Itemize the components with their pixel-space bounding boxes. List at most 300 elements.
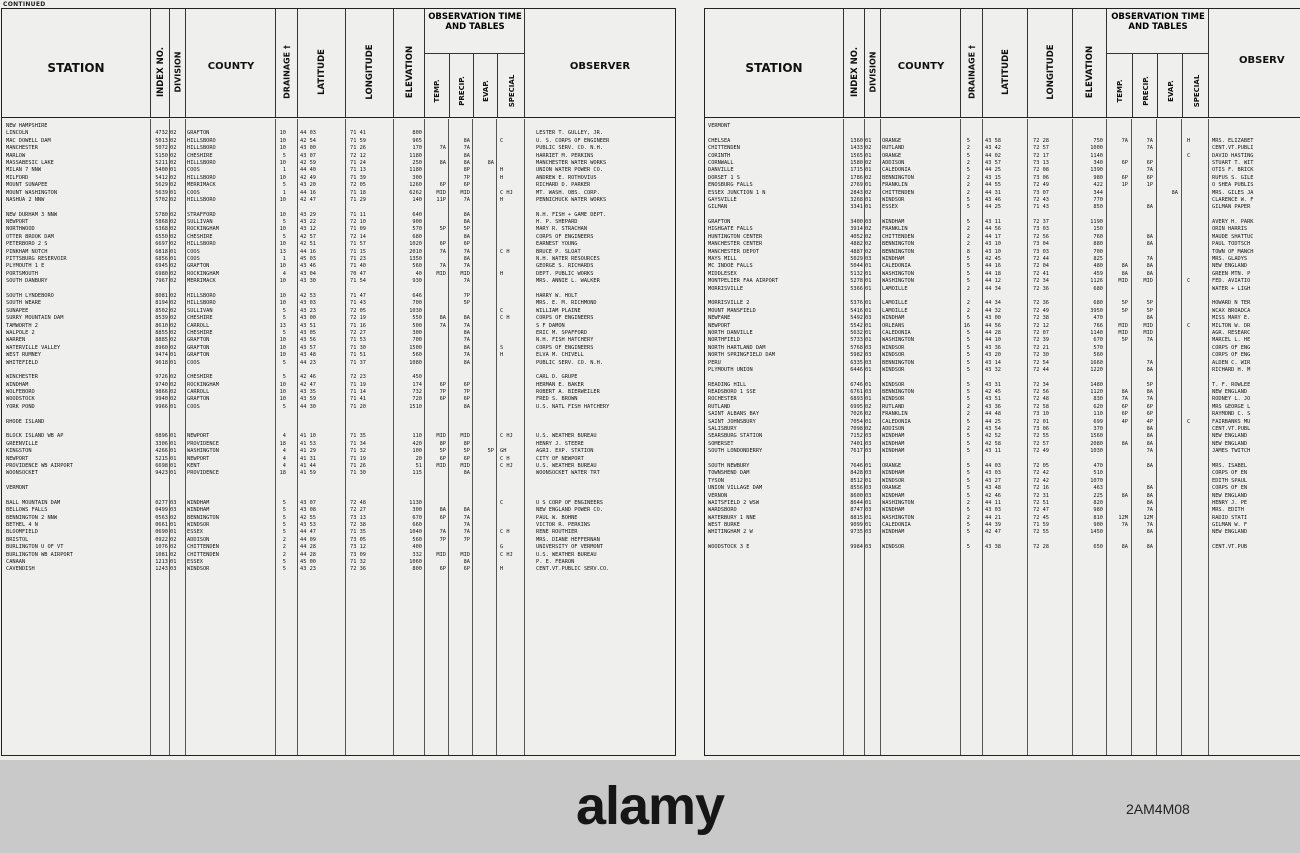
index-cell: 7054 xyxy=(850,418,863,425)
latitude-cell: 44 11 xyxy=(985,499,1001,506)
temp-cell: 8P xyxy=(439,440,446,447)
drainage-cell: 2 xyxy=(282,551,286,558)
precip-cell: 7A xyxy=(463,522,470,529)
observer-header: OBSERVER xyxy=(569,61,631,72)
longitude-cell: 72 43 xyxy=(1033,196,1049,203)
latitude-cell: 42 53 xyxy=(300,292,316,299)
table-row xyxy=(705,300,1300,307)
precip-cell: 7A xyxy=(1146,145,1153,152)
county-cell: ROCKINGHAM xyxy=(187,226,219,233)
longitude-cell: 71 19 xyxy=(350,381,366,388)
elevation-cell: 100 xyxy=(412,448,422,455)
observer-cell: U.S. WEATHER BUREAU xyxy=(536,551,597,558)
table-row xyxy=(2,315,675,322)
division-cell: 02 xyxy=(170,551,177,558)
station-cell: WHITINGHAM 2 W xyxy=(708,529,753,536)
index-cell: 5366 xyxy=(850,285,863,292)
latitude-cell: 43 10 xyxy=(985,248,1001,255)
precip-cell: 6P xyxy=(463,455,470,462)
precip-cell: 7A xyxy=(463,352,470,359)
drainage-cell: 5 xyxy=(966,263,970,270)
longitude-cell: 71 13 xyxy=(350,167,366,174)
division-cell: 02 xyxy=(170,211,177,218)
index-cell: 8610 xyxy=(155,322,168,329)
precip-cell: 8A xyxy=(463,359,470,366)
elevation-cell: 174 xyxy=(412,381,422,388)
temp-cell: 8A xyxy=(1121,263,1128,270)
latitude-cell: 44 28 xyxy=(300,551,316,558)
station-cell: SAINT ALBANS BAY xyxy=(708,411,760,418)
index-cell: 5278 xyxy=(850,278,863,285)
observer-cell: RENE ROUTHIER xyxy=(536,529,578,536)
longitude-cell: 73 03 xyxy=(1033,226,1049,233)
drainage-cell: 2 xyxy=(966,403,970,410)
table-row xyxy=(2,470,675,477)
longitude-cell: 72 27 xyxy=(350,329,366,336)
division-cell: 02 xyxy=(170,544,177,551)
observer-cell: CENT.VT.PUBLI xyxy=(1212,145,1254,152)
latitude-cell: 43 14 xyxy=(985,359,1001,366)
elevation-cell: 825 xyxy=(1093,256,1103,263)
elevation-cell: 344 xyxy=(1093,189,1103,196)
table-row xyxy=(705,219,1300,226)
station-cell: CHITTENDEN xyxy=(708,145,740,152)
index-cell: 6945 xyxy=(155,263,168,270)
division-cell: 03 xyxy=(865,485,872,492)
temp-cell: 4P xyxy=(1121,418,1128,425)
table-row xyxy=(705,286,1300,293)
elevation-cell: 463 xyxy=(1093,485,1103,492)
table-row xyxy=(705,315,1300,322)
county-cell: WASHINGTON xyxy=(882,337,914,344)
latitude-cell: 44 23 xyxy=(300,359,316,366)
index-cell: 6335 xyxy=(850,359,863,366)
drainage-cell: 18 xyxy=(279,440,286,447)
observer-cell: T. F. ROWLEE xyxy=(1212,381,1251,388)
table-row xyxy=(705,308,1300,315)
index-cell: 1565 xyxy=(850,152,863,159)
longitude-cell: 72 54 xyxy=(1033,359,1049,366)
drainage-cell: 2 xyxy=(966,426,970,433)
longitude-cell: 71 30 xyxy=(350,344,366,351)
precip-cell: 5P xyxy=(463,226,470,233)
elevation-cell: 40 xyxy=(415,270,422,277)
elevation-cell: 1060 xyxy=(409,559,422,566)
county-cell: GRAFTON xyxy=(187,352,210,359)
division-cell: 03 xyxy=(865,352,872,359)
observer-cell: BRUCE P. SLOAT xyxy=(536,248,581,255)
temp-cell: 7A xyxy=(439,529,446,536)
index-cell: 1360 xyxy=(850,137,863,144)
observation-time-header: OBSERVATION TIME AND TABLES TEMP. PRECIP. EVAP. SPECIAL xyxy=(424,9,525,117)
drainage-cell: 5 xyxy=(282,403,286,410)
observer-cell: PAUL W. BOHNE xyxy=(536,514,578,521)
table-row xyxy=(705,470,1300,477)
station-cell: MONTPELIER FAA AIRPORT xyxy=(708,278,779,285)
elevation-cell: 300 xyxy=(412,174,422,181)
station-cell: PITTSBURG RESERVOIR xyxy=(6,256,67,263)
drainage-cell: 5 xyxy=(966,344,970,351)
division-cell: 01 xyxy=(170,189,177,196)
elevation-cell: 980 xyxy=(1093,507,1103,514)
index-cell: 8428 xyxy=(850,470,863,477)
index-cell: 7617 xyxy=(850,448,863,455)
precip-cell: 7A xyxy=(1146,507,1153,514)
precip-cell: MID xyxy=(460,462,470,469)
county-cell: WINDSOR xyxy=(882,196,905,203)
temp-cell: 7A xyxy=(1121,396,1128,403)
right-table-body xyxy=(705,119,1300,755)
temp-cell: 8A xyxy=(1121,544,1128,551)
latitude-cell: 43 07 xyxy=(300,499,316,506)
county-cell: WINDHAM xyxy=(187,507,210,514)
station-cell: KINGSTON xyxy=(6,448,32,455)
observer-cell: LESTER T. GULLEY, JR. xyxy=(536,130,603,137)
drainage-header: DRAINAGE † xyxy=(282,44,292,99)
observer-cell: CARL D. GRUPE xyxy=(536,374,578,381)
station-cell: LINCOLN xyxy=(6,130,29,137)
elevation-cell: 140 xyxy=(412,196,422,203)
table-row xyxy=(2,337,675,344)
index-cell: 8502 xyxy=(155,307,168,314)
station-header-right: STATION xyxy=(745,61,803,75)
division-cell: 02 xyxy=(170,389,177,396)
drainage-cell: 4 xyxy=(282,462,286,469)
latitude-cell: 41 44 xyxy=(300,462,316,469)
station-cell: BLOOMFIELD xyxy=(6,529,38,536)
index-cell: 1786 xyxy=(850,174,863,181)
precip-cell: 7P xyxy=(463,536,470,543)
temp-cell: 7A xyxy=(439,322,446,329)
drainage-cell: 10 xyxy=(279,263,286,270)
drainage-cell: 5 xyxy=(282,514,286,521)
index-cell: 9740 xyxy=(155,381,168,388)
left-table-header xyxy=(2,9,675,118)
station-cell: MAC DOWELL DAM xyxy=(6,137,51,144)
latitude-cell: 42 49 xyxy=(300,174,316,181)
precip-cell: 7A xyxy=(1146,396,1153,403)
elevation-cell: 640 xyxy=(412,211,422,218)
elevation-cell: 459 xyxy=(1093,270,1103,277)
county-cell: ESSEX xyxy=(882,204,898,211)
table-row xyxy=(705,529,1300,536)
station-cell: NORTH HARTLAND DAM xyxy=(708,344,766,351)
precip-cell: 8A xyxy=(1146,433,1153,440)
longitude-cell: 72 10 xyxy=(350,219,366,226)
observer-cell: MRS. E. M. RICHMOND xyxy=(536,300,597,307)
division-cell: 03 xyxy=(865,544,872,551)
longitude-cell: 71 41 xyxy=(350,130,366,137)
observer-cell: VICTOR R. PERKINS xyxy=(536,522,591,529)
longitude-header-right: LONGITUDE xyxy=(1045,44,1056,100)
county-cell: CHITTENDEN xyxy=(187,544,219,551)
longitude-cell: 72 39 xyxy=(1033,337,1049,344)
index-cell: 6698 xyxy=(155,462,168,469)
station-cell: SEARSBURG STATION xyxy=(708,433,763,440)
index-cell: 7098 xyxy=(850,426,863,433)
observer-cell: GREEN MTN. P xyxy=(1212,270,1251,277)
observer-cell: GILMAN W. F xyxy=(1212,522,1248,529)
temp-cell: 6P xyxy=(1121,159,1128,166)
precip-cell: 5P xyxy=(1146,381,1153,388)
special-cell: H xyxy=(500,196,504,203)
division-cell: 03 xyxy=(865,507,872,514)
observer-cell: JAMES TWITCH xyxy=(1212,448,1251,455)
latitude-cell: 44 25 xyxy=(985,167,1001,174)
observer-cell: CENT.VT.PUBLIC SERV.CO. xyxy=(536,566,610,573)
index-cell: 6746 xyxy=(850,381,863,388)
index-cell: 8556 xyxy=(850,485,863,492)
division-cell: 01 xyxy=(865,381,872,388)
county-cell: STRAFFORD xyxy=(187,211,216,218)
observer-cell: HARRIET M. PERKINS xyxy=(536,152,594,159)
precip-cell: 4P xyxy=(1146,418,1153,425)
division-cell: 03 xyxy=(865,359,872,366)
station-cell: SOMERSET xyxy=(708,440,734,447)
observer-cell: PENNICHUCK WATER WORKS xyxy=(536,196,607,203)
drainage-cell: 5 xyxy=(966,433,970,440)
division-cell: 01 xyxy=(170,359,177,366)
station-cell: VERNON xyxy=(708,492,728,499)
observer-cell: CORPS OF ENG xyxy=(1212,352,1251,359)
precip-cell: 8A xyxy=(463,256,470,263)
elevation-cell: 965 xyxy=(412,137,422,144)
drainage-cell: 10 xyxy=(279,278,286,285)
index-cell: 8539 xyxy=(155,315,168,322)
longitude-cell: 73 06 xyxy=(1033,426,1049,433)
latitude-cell: 43 29 xyxy=(300,211,316,218)
table-row xyxy=(705,130,1300,137)
division-cell: 01 xyxy=(865,204,872,211)
station-cell: MC INDOE FALLS xyxy=(708,263,753,270)
drainage-cell: 5 xyxy=(966,152,970,159)
station-cell: TOWNSHEND DAM xyxy=(708,470,750,477)
county-cell: CALEDONIA xyxy=(882,418,911,425)
elevation-cell: 400 xyxy=(412,544,422,551)
evap-cell: 8A xyxy=(487,159,494,166)
alamy-watermark: alamy xyxy=(575,776,725,836)
observer-cell: ORIN HARRIS xyxy=(1212,226,1248,233)
division-cell: 03 xyxy=(865,492,872,499)
station-cell: TYSON xyxy=(708,477,724,484)
precip-cell: 7A xyxy=(463,248,470,255)
division-cell: 02 xyxy=(865,411,872,418)
drainage-cell: 5 xyxy=(966,366,970,373)
table-row xyxy=(2,226,675,233)
longitude-cell: 72 55 xyxy=(1033,433,1049,440)
observer-cell: HENRY J. PE xyxy=(1212,499,1248,506)
drainage-cell: 5 xyxy=(966,418,970,425)
division-cell: 02 xyxy=(170,396,177,403)
index-cell: 8855 xyxy=(155,329,168,336)
observer-cell: WOONSOCKET WATER TRT xyxy=(536,470,600,477)
table-row xyxy=(705,544,1300,551)
latitude-cell: 44 17 xyxy=(985,233,1001,240)
latitude-header: LATITUDE xyxy=(317,48,327,95)
county-cell: CHESHIRE xyxy=(187,152,213,159)
elevation-cell: 1260 xyxy=(409,182,422,189)
table-row xyxy=(2,145,675,152)
station-cell: CANAAN xyxy=(6,559,26,566)
county-cell: SULLIVAN xyxy=(187,307,213,314)
drainage-cell: 5 xyxy=(966,522,970,529)
precip-cell: 1P xyxy=(1146,182,1153,189)
county-cell: BENNINGTON xyxy=(882,174,914,181)
observer-cell: MRS. ANNIE L. WALKER xyxy=(536,278,600,285)
elevation-cell: 1660 xyxy=(1090,359,1103,366)
precip-cell: 8A xyxy=(1146,499,1153,506)
table-row xyxy=(2,160,675,167)
county-cell: WINDSOR xyxy=(882,366,905,373)
drainage-cell: 5 xyxy=(282,359,286,366)
precip-cell: 6P xyxy=(1146,174,1153,181)
county-cell: WINDSOR xyxy=(187,522,210,529)
temp-cell: 5P xyxy=(439,226,446,233)
precip-cell: 5P xyxy=(1146,300,1153,307)
precip-cell: 7A xyxy=(1146,256,1153,263)
station-cell: MOUNT SUNAPEE xyxy=(6,182,48,189)
county-cell: CHESHIRE xyxy=(187,233,213,240)
observer-cell: CORPS OF ENGINEERS xyxy=(536,344,594,351)
drainage-cell: 5 xyxy=(282,233,286,240)
elevation-cell: 470 xyxy=(1093,462,1103,469)
county-cell: CHESHIRE xyxy=(187,329,213,336)
division-cell: 01 xyxy=(170,403,177,410)
precip-cell: 8A xyxy=(1146,263,1153,270)
drainage-cell: 2 xyxy=(966,514,970,521)
latitude-cell: 41 59 xyxy=(300,470,316,477)
division-cell: 02 xyxy=(170,196,177,203)
table-row xyxy=(2,404,675,411)
county-cell: WASHINGTON xyxy=(882,278,914,285)
index-cell: 5400 xyxy=(155,167,168,174)
index-cell: 4732 xyxy=(155,130,168,137)
elevation-cell: 370 xyxy=(1093,426,1103,433)
longitude-cell: 72 07 xyxy=(1033,329,1049,336)
precip-cell: MID xyxy=(460,551,470,558)
county-cell: KENT xyxy=(187,462,200,469)
temp-cell: 1P xyxy=(1121,182,1128,189)
latitude-cell: 44 16 xyxy=(300,189,316,196)
precip-cell: 8A xyxy=(463,137,470,144)
elevation-cell: 500 xyxy=(412,322,422,329)
precip-cell: 7A xyxy=(1146,167,1153,174)
elevation-cell: 1220 xyxy=(1090,366,1103,373)
station-cell: GREENVILLE xyxy=(6,440,38,447)
elevation-cell: 1040 xyxy=(409,529,422,536)
table-row xyxy=(2,330,675,337)
elevation-cell: 1390 xyxy=(1090,167,1103,174)
precip-cell: 8A xyxy=(463,344,470,351)
division-cell: 02 xyxy=(170,182,177,189)
observer-cell: RUFUS S. GILE xyxy=(1212,174,1254,181)
precip-cell: 8A xyxy=(1146,389,1153,396)
index-cell: 5639 xyxy=(155,189,168,196)
index-cell: 5215 xyxy=(155,455,168,462)
temp-cell: 7P xyxy=(439,536,446,543)
table-row xyxy=(705,360,1300,367)
precip-cell: 8A xyxy=(1146,485,1153,492)
special-cell: G xyxy=(500,544,504,551)
county-header: COUNTY xyxy=(207,61,255,72)
longitude-cell: 71 14 xyxy=(350,389,366,396)
division-cell: 02 xyxy=(170,159,177,166)
station-cell: NEWPORT xyxy=(6,455,29,462)
precip-cell: 7A xyxy=(1146,137,1153,144)
drainage-cell: 5 xyxy=(966,440,970,447)
longitude-cell: 71 09 xyxy=(350,226,366,233)
drainage-cell: 4 xyxy=(282,270,286,277)
division-cell: 03 xyxy=(865,448,872,455)
longitude-cell: 71 37 xyxy=(350,359,366,366)
division-cell: 01 xyxy=(865,322,872,329)
drainage-cell: 5 xyxy=(966,485,970,492)
drainage-cell: 5 xyxy=(966,462,970,469)
observer-cell: MRS. GLADYS xyxy=(1212,256,1248,263)
county-cell: HILLSBORO xyxy=(187,174,216,181)
latitude-cell: 44 56 xyxy=(985,226,1001,233)
evap-cell: 5P xyxy=(487,448,494,455)
station-cell: BLOCK ISLAND WB AP xyxy=(6,433,64,440)
station-cell: BELLOWS FALLS xyxy=(6,507,48,514)
precip-cell: 8A xyxy=(463,559,470,566)
county-cell: BENNINGTON xyxy=(882,389,914,396)
elevation-cell: 300 xyxy=(412,329,422,336)
observer-cell: HOWARD N TER xyxy=(1212,300,1251,307)
latitude-cell: 43 12 xyxy=(300,226,316,233)
latitude-cell: 43 46 xyxy=(300,263,316,270)
elevation-cell: 1560 xyxy=(1090,433,1103,440)
table-row xyxy=(2,256,675,263)
left-table xyxy=(1,8,676,756)
division-cell: 01 xyxy=(170,440,177,447)
county-cell: WASHINGTON xyxy=(187,448,219,455)
observer-cell: GEORGE S. RICHARDS xyxy=(536,263,594,270)
special-cell: C H xyxy=(500,455,510,462)
observer-cell: U.S. WEATHER BUREAU xyxy=(536,462,597,469)
county-cell: BENNINGTON xyxy=(882,241,914,248)
longitude-cell: 73 04 xyxy=(1033,241,1049,248)
latitude-cell: 44 10 xyxy=(985,337,1001,344)
elevation-cell: 560 xyxy=(1093,352,1103,359)
elevation-cell: 570 xyxy=(412,226,422,233)
latitude-cell: 44 56 xyxy=(985,322,1001,329)
county-cell: ESSEX xyxy=(187,559,203,566)
longitude-cell: 72 23 xyxy=(350,374,366,381)
longitude-cell: 73 03 xyxy=(1033,248,1049,255)
table-row xyxy=(2,263,675,270)
elevation-cell: 110 xyxy=(1093,411,1103,418)
special-cell: C HJ xyxy=(500,189,513,196)
latitude-cell: 42 47 xyxy=(300,196,316,203)
observer-cell: CORPS OF ENGINEERS xyxy=(536,315,594,322)
index-cell: 5412 xyxy=(155,174,168,181)
temp-cell: 8A xyxy=(439,507,446,514)
index-cell: 5029 xyxy=(850,256,863,263)
drainage-cell: 5 xyxy=(966,381,970,388)
county-cell: LAMOILLE xyxy=(882,285,908,292)
latitude-cell: 43 32 xyxy=(985,366,1001,373)
observer-cell: NEW ENGLAND xyxy=(1212,440,1248,447)
station-header: STATION xyxy=(47,61,105,75)
special-cell: C xyxy=(1187,278,1191,285)
precip-cell: 6P xyxy=(1146,411,1153,418)
precip-cell: 8A xyxy=(463,403,470,410)
table-row xyxy=(2,463,675,470)
station-cell: WAITSFIELD 2 WSW xyxy=(708,499,760,506)
observer-cell: CITY OF NEWPORT xyxy=(536,455,584,462)
drainage-cell: 5 xyxy=(282,559,286,566)
